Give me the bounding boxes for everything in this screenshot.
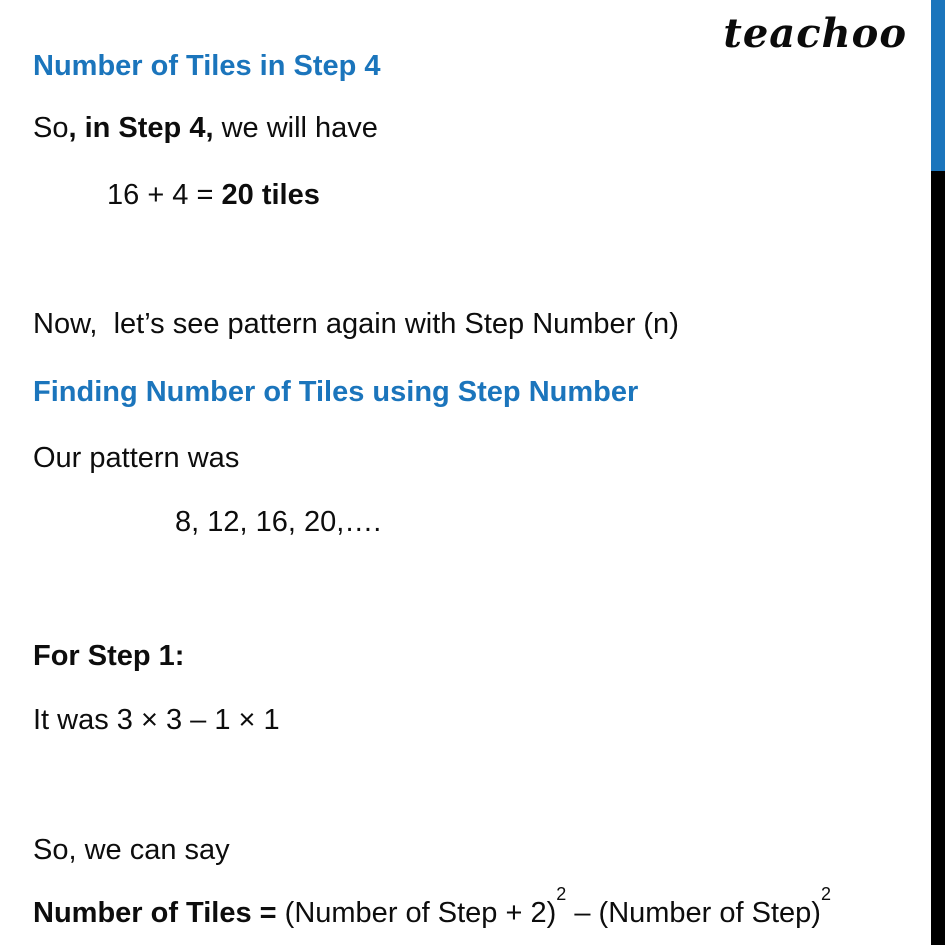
so-in-step4-post: we will have [213, 112, 378, 144]
so-we-can-say-line: So, we can say [33, 834, 230, 866]
for-step1-heading: For Step 1: [33, 640, 185, 672]
formula-term1: (Number of Step + 2) [284, 897, 557, 929]
teachoo-logo: teachoo [723, 10, 907, 57]
heading-number-of-tiles-step4: Number of Tiles in Step 4 [33, 50, 381, 82]
tiles-sum-bold: 20 tiles [221, 179, 320, 211]
pattern-sequence-line: 8, 12, 16, 20,…. [175, 506, 382, 538]
pattern-intro-line: Our pattern was [33, 442, 240, 474]
heading-finding-number-of-tiles: Finding Number of Tiles using Step Number [33, 376, 639, 408]
so-in-step4-pre: So [33, 112, 69, 144]
tiles-sum-line [107, 179, 320, 212]
formula-term2: (Number of Step) [598, 897, 821, 929]
formula-superscript-1: 2 [556, 884, 567, 905]
formula-lhs-bold: Number of Tiles = [33, 897, 285, 929]
right-edge-black-bar [931, 171, 945, 945]
formula-line [33, 884, 831, 930]
right-edge-blue-bar [931, 0, 945, 171]
now-pattern-line: Now, let’s see pattern again with Step Number (n) [33, 308, 679, 340]
formula-minus: – [566, 897, 599, 929]
so-in-step4-bold: , in Step 4, [68, 112, 214, 144]
so-in-step4-line [33, 112, 378, 145]
tiles-sum-pre: 16 + 4 = [107, 179, 222, 211]
step1-expression-line: It was 3 × 3 – 1 × 1 [33, 704, 280, 736]
formula-superscript-2: 2 [820, 884, 831, 905]
